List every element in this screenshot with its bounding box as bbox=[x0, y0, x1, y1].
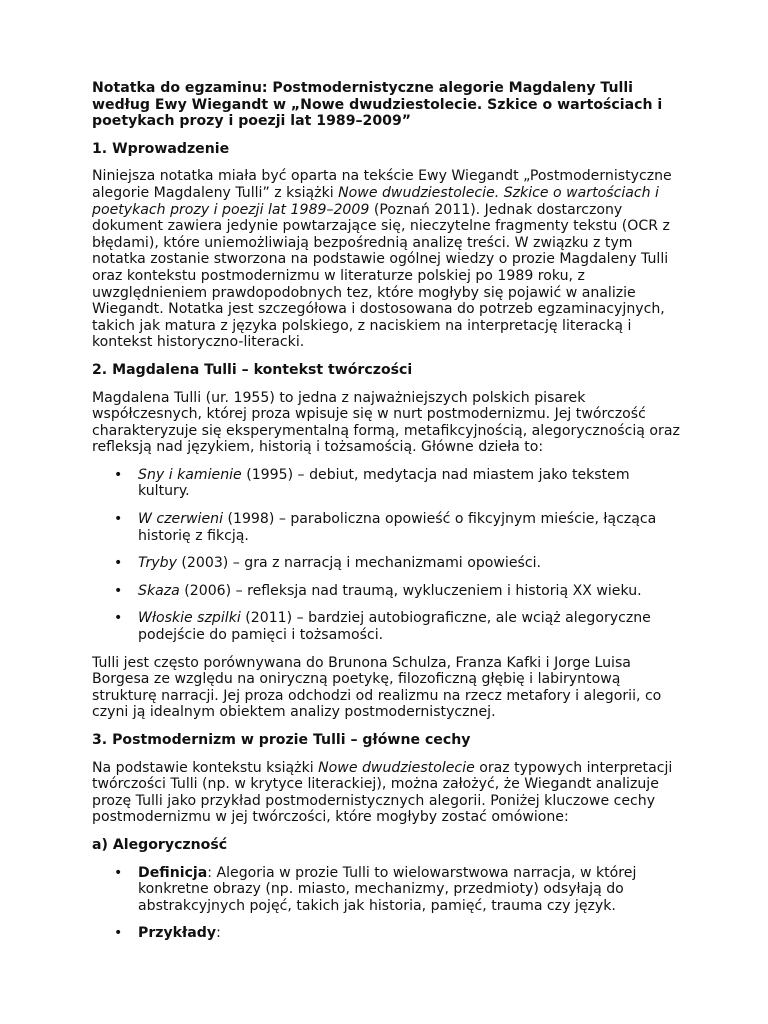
work-description: (2011) – bardziej autobiograficzne, ale wciąż alegoryczne podejście do pamięci i tożsamości. bbox=[138, 610, 651, 644]
bullet-icon: • bbox=[114, 466, 123, 483]
term-text: : bbox=[216, 925, 221, 942]
bullet-icon: • bbox=[114, 864, 123, 881]
work-description: (2003) – gra z narracją i mechanizmami opowieści. bbox=[176, 555, 541, 572]
list-item bbox=[92, 583, 682, 600]
bullet-icon: • bbox=[114, 511, 123, 528]
term-label: Definicja bbox=[138, 864, 208, 881]
bullet-icon: • bbox=[114, 925, 123, 942]
subsection-heading-allegory: a) Alegoryczność bbox=[92, 836, 228, 853]
section-heading-context: 2. Magdalena Tulli – kontekst twórczości bbox=[92, 361, 413, 378]
list-item bbox=[92, 511, 682, 544]
work-description: (1998) – paraboliczna opowieść o fikcyjnym mieście, łącząca historię z fikcją. bbox=[138, 511, 657, 544]
list-item bbox=[92, 925, 682, 942]
postmodernism-intro-paragraph: Na podstawie kontekstu książki Nowe dwudziestolecie oraz typowych interpretacji twórczości Tulli (np. w krytyce literackiej), można założyć, że Wiegandt analizuje prozę Tulli jako przykład postmodernistycznych alegorii. Poniżej kluczowe cechy postmodernizmu w jej twórczości, które mogłyby zostać omówione: bbox=[92, 759, 673, 826]
works-list bbox=[92, 467, 682, 644]
work-title: W czerwieni bbox=[138, 511, 223, 528]
work-description: (1995) – debiut, medytacja nad miastem jako tekstem kultury. bbox=[138, 466, 630, 500]
list-item bbox=[92, 555, 682, 572]
document-page bbox=[92, 80, 682, 953]
context-intro-paragraph: Magdalena Tulli (ur. 1955) to jedna z najważniejszych polskich pisarek współczesnych, której proza wpisuje się w nurt postmodernizmu. Jej twórczość charakteryzuje się eksperymentalną formą, metafikcyjnością, alegorycznością oraz refleksją nad językiem, historią i tożsamością. Główne dzieła to: bbox=[92, 389, 680, 456]
introduction-paragraph: Niniejsza notatka miała być oparta na tekście Ewy Wiegandt „Postmodernistyczne alegorie Magdaleny Tulli” z książki Nowe dwudziestolecie. Szkice o wartościach i poetykach prozy i poezji lat 1989–2009 (Poznań 2011). Jednak dostarczony dokument zawiera jedynie powtarzające się, nieczytelne fragmenty tekstu (OCR z błędami), które uniemożliwiają bezpośrednią analizę treści. W związku z tym notatka zostanie stworzona na podstawie ogólnej wiedzy o prozie Magdaleny Tulli oraz kontekstu postmodernizmu w literaturze polskiej po 1989 roku, z uwzględnieniem prawdopodobnych tez, które mogłyby się pojawić w analizie Wiegandt. Notatka jest szczegółowa i dostosowana do potrzeb egzaminacyjnych, takich jak matura z języka polskiego, z naciskiem na interpretację literacką i kontekst historyczno-literacki. bbox=[92, 168, 672, 351]
list-item bbox=[92, 467, 682, 500]
work-title: Tryby bbox=[138, 555, 177, 572]
work-title: Włoskie szpilki bbox=[138, 610, 241, 627]
list-item bbox=[92, 610, 682, 643]
section-heading-postmodernism: 3. Postmodernizm w prozie Tulli – główne cechy bbox=[92, 732, 471, 748]
book-title: Nowe dwudziestolecie. Szkice o wartościach i poetykach prozy i poezji lat 1989–2009 bbox=[92, 184, 659, 218]
work-title: Skaza bbox=[138, 582, 180, 599]
work-title: Sny i kamienie bbox=[138, 466, 242, 483]
bullet-icon: • bbox=[114, 555, 123, 572]
section-heading-introduction: 1. Wprowadzenie bbox=[92, 140, 230, 157]
book-title: Nowe dwudziestolecie bbox=[318, 759, 475, 776]
term-label: Przykłady bbox=[138, 925, 217, 942]
term-text: : Alegoria w prozie Tulli to wielowarstwowa narracja, w której konkretne obrazy (np. miasto, mechanizmy, przedmioty) odsyłają do abstrakcyjnych pojęć, takich jak historia, pamięć, trauma czy język. bbox=[138, 864, 637, 914]
context-outro-paragraph: Tulli jest często porównywana do Brunona Schulza, Franza Kafki i Jorge Luisa Borgesa ze względu na oniryczną poetykę, filozoficzną głębię i labiryntową strukturę narracji. Jej proza odchodzi od realizmu na rzecz metafory i alegorii, co czyni ją idealnym obiektem analizy postmodernistycznej. bbox=[92, 654, 662, 721]
bullet-icon: • bbox=[114, 610, 123, 627]
work-description: (2006) – refleksja nad traumą, wykluczeniem i historią XX wieku. bbox=[179, 582, 642, 599]
document-title: Notatka do egzaminu: Postmodernistyczne alegorie Magdaleny Tulli według Ewy Wiegandt w „Nowe dwudziestolecie. Szkice o wartościach i poetykach prozy i poezji lat 1989–2009” bbox=[92, 80, 663, 130]
list-item bbox=[92, 865, 682, 915]
bullet-icon: • bbox=[114, 582, 123, 599]
allegory-list bbox=[92, 865, 682, 942]
